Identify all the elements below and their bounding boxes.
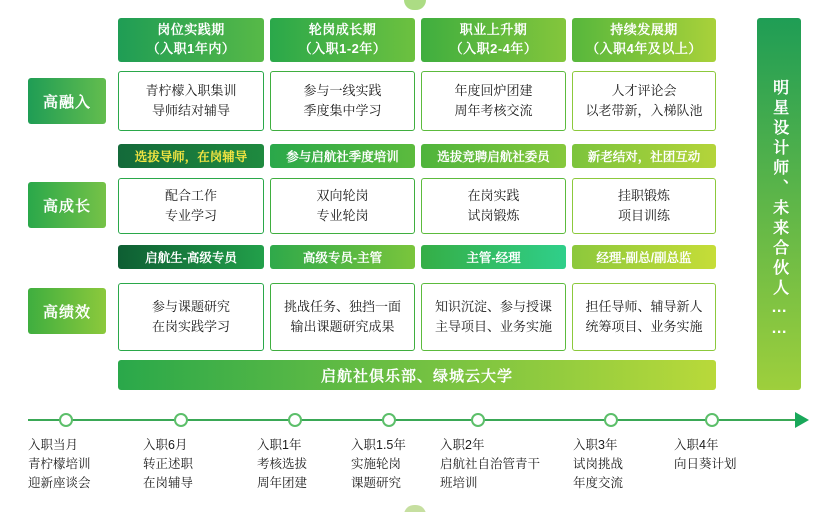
timeline-arrow-icon — [795, 412, 809, 428]
cell-r0c1-line1: 参与一线实践 — [303, 82, 382, 98]
right-vertical-panel — [757, 18, 801, 390]
column-header-1-line2: （入职1-2年） — [298, 41, 387, 56]
timeline-node-3-icon — [382, 413, 396, 427]
cell-r2c2-line2: 主导项目、业务实施 — [434, 319, 552, 334]
cell-r0c3 — [572, 71, 716, 131]
top-decoration-dot — [404, 0, 426, 10]
cell-r2c0-line2: 在岗实践学习 — [151, 319, 230, 334]
strip-r1c3: 新老结对，社团互动 — [572, 144, 716, 168]
cell-r2c3-line1: 担任导师、辅导新人 — [585, 298, 703, 314]
column-header-0 — [118, 18, 264, 62]
cell-r0c2-line1: 年度回炉团建 — [454, 82, 533, 98]
column-header-3 — [572, 18, 716, 62]
timeline-node-2-icon — [288, 413, 302, 427]
cell-r2c2 — [421, 283, 566, 351]
timeline-label-6: 入职4年 向日葵计划 — [674, 438, 737, 471]
strip-r1c1: 参与启航社季度培训 — [270, 144, 415, 168]
cell-r0c2-line2: 周年考核交流 — [454, 103, 533, 118]
cell-r1c1 — [270, 178, 415, 234]
cell-r2c3 — [572, 283, 716, 351]
strip-r2c3: 经理-副总/副总监 — [572, 245, 716, 269]
cell-r0c0 — [118, 71, 264, 131]
column-header-2-line1: 职业上升期 — [459, 22, 528, 38]
cell-r1c1-line2: 专业轮岗 — [316, 208, 369, 223]
cell-r2c0 — [118, 283, 264, 351]
cell-r2c1-line2: 输出课题研究成果 — [290, 319, 395, 334]
column-header-3-line1: 持续发展期 — [610, 22, 678, 38]
cell-r1c3 — [572, 178, 716, 234]
cell-r2c2-line1: 知识沉淀、参与授课 — [434, 298, 552, 314]
strip-r2c1: 高级专员-主管 — [270, 245, 415, 269]
timeline-axis — [28, 419, 798, 421]
strip-r2c0: 启航生-高级专员 — [118, 245, 264, 269]
column-header-1 — [270, 18, 415, 62]
timeline-node-1-icon — [174, 413, 188, 427]
column-header-2 — [421, 18, 566, 62]
column-header-0-line1: 岗位实践期 — [157, 22, 225, 38]
timeline-label-3: 入职1.5年 实施轮岗 课题研究 — [351, 438, 406, 490]
cell-r0c1 — [270, 71, 415, 131]
timeline-label-1: 入职6月 转正述职 在岗辅导 — [143, 438, 194, 490]
cell-r0c2 — [421, 71, 566, 131]
cell-r1c0-line2: 专业学习 — [164, 208, 217, 223]
cell-r2c3-line2: 统筹项目、业务实施 — [585, 319, 703, 334]
timeline-label-4: 入职2年 启航社自治管青干 班培训 — [440, 438, 541, 490]
timeline-label-2: 入职1年 考核选拔 周年团建 — [257, 438, 308, 490]
strip-r1c2: 选拔竞聘启航社委员 — [421, 144, 566, 168]
cell-r0c0-line2: 导师结对辅导 — [151, 103, 230, 118]
cell-r1c0-line1: 配合工作 — [164, 187, 217, 203]
row-label-gaorongru: 高融入 — [28, 78, 106, 124]
cell-r1c2-line2: 试岗锻炼 — [467, 208, 520, 223]
cell-r1c2 — [421, 178, 566, 234]
cell-r1c2-line1: 在岗实践 — [467, 187, 520, 203]
bottom-decoration-dot — [404, 505, 426, 512]
cell-r2c0-line1: 参与课题研究 — [151, 298, 230, 314]
strip-r1c0: 选拔导师，在岗辅导 — [118, 144, 264, 168]
cell-r2c1-line1: 挑战任务、独挡一面 — [283, 298, 401, 314]
column-header-3-line2: （入职4年及以上） — [586, 41, 702, 56]
cell-r0c1-line2: 季度集中学习 — [303, 103, 382, 118]
right-vertical-panel-text: 明星设计师、未来合伙人…… — [770, 79, 788, 341]
strip-r2c2: 主管-经理 — [421, 245, 566, 269]
cell-r2c1 — [270, 283, 415, 351]
timeline-label-0: 入职当月 青柠檬培训 迎新座谈会 — [28, 438, 91, 490]
row-label-gaochengzhang: 高成长 — [28, 182, 106, 228]
column-header-2-line2: （入职2-4年） — [449, 41, 538, 56]
timeline-node-6-icon — [705, 413, 719, 427]
cell-r0c3-line2: 以老带新，入梯队池 — [585, 103, 703, 118]
row-label-gaojixiao: 高绩效 — [28, 288, 106, 334]
timeline-node-5-icon — [604, 413, 618, 427]
bottom-bar: 启航社俱乐部、绿城云大学 — [118, 360, 716, 390]
cell-r0c3-line1: 人才评论会 — [611, 82, 677, 98]
column-header-1-line1: 轮岗成长期 — [308, 22, 377, 38]
cell-r1c3-line1: 挂职锻炼 — [617, 187, 670, 203]
timeline-label-5: 入职3年 试岗挑战 年度交流 — [573, 438, 624, 490]
timeline-node-4-icon — [471, 413, 485, 427]
column-header-0-line2: （入职1年内） — [146, 41, 236, 56]
cell-r0c0-line1: 青柠檬入职集训 — [145, 82, 237, 98]
cell-r1c3-line2: 项目训练 — [617, 208, 670, 223]
cell-r1c0 — [118, 178, 264, 234]
timeline-node-0-icon — [59, 413, 73, 427]
cell-r1c1-line1: 双向轮岗 — [316, 187, 369, 203]
